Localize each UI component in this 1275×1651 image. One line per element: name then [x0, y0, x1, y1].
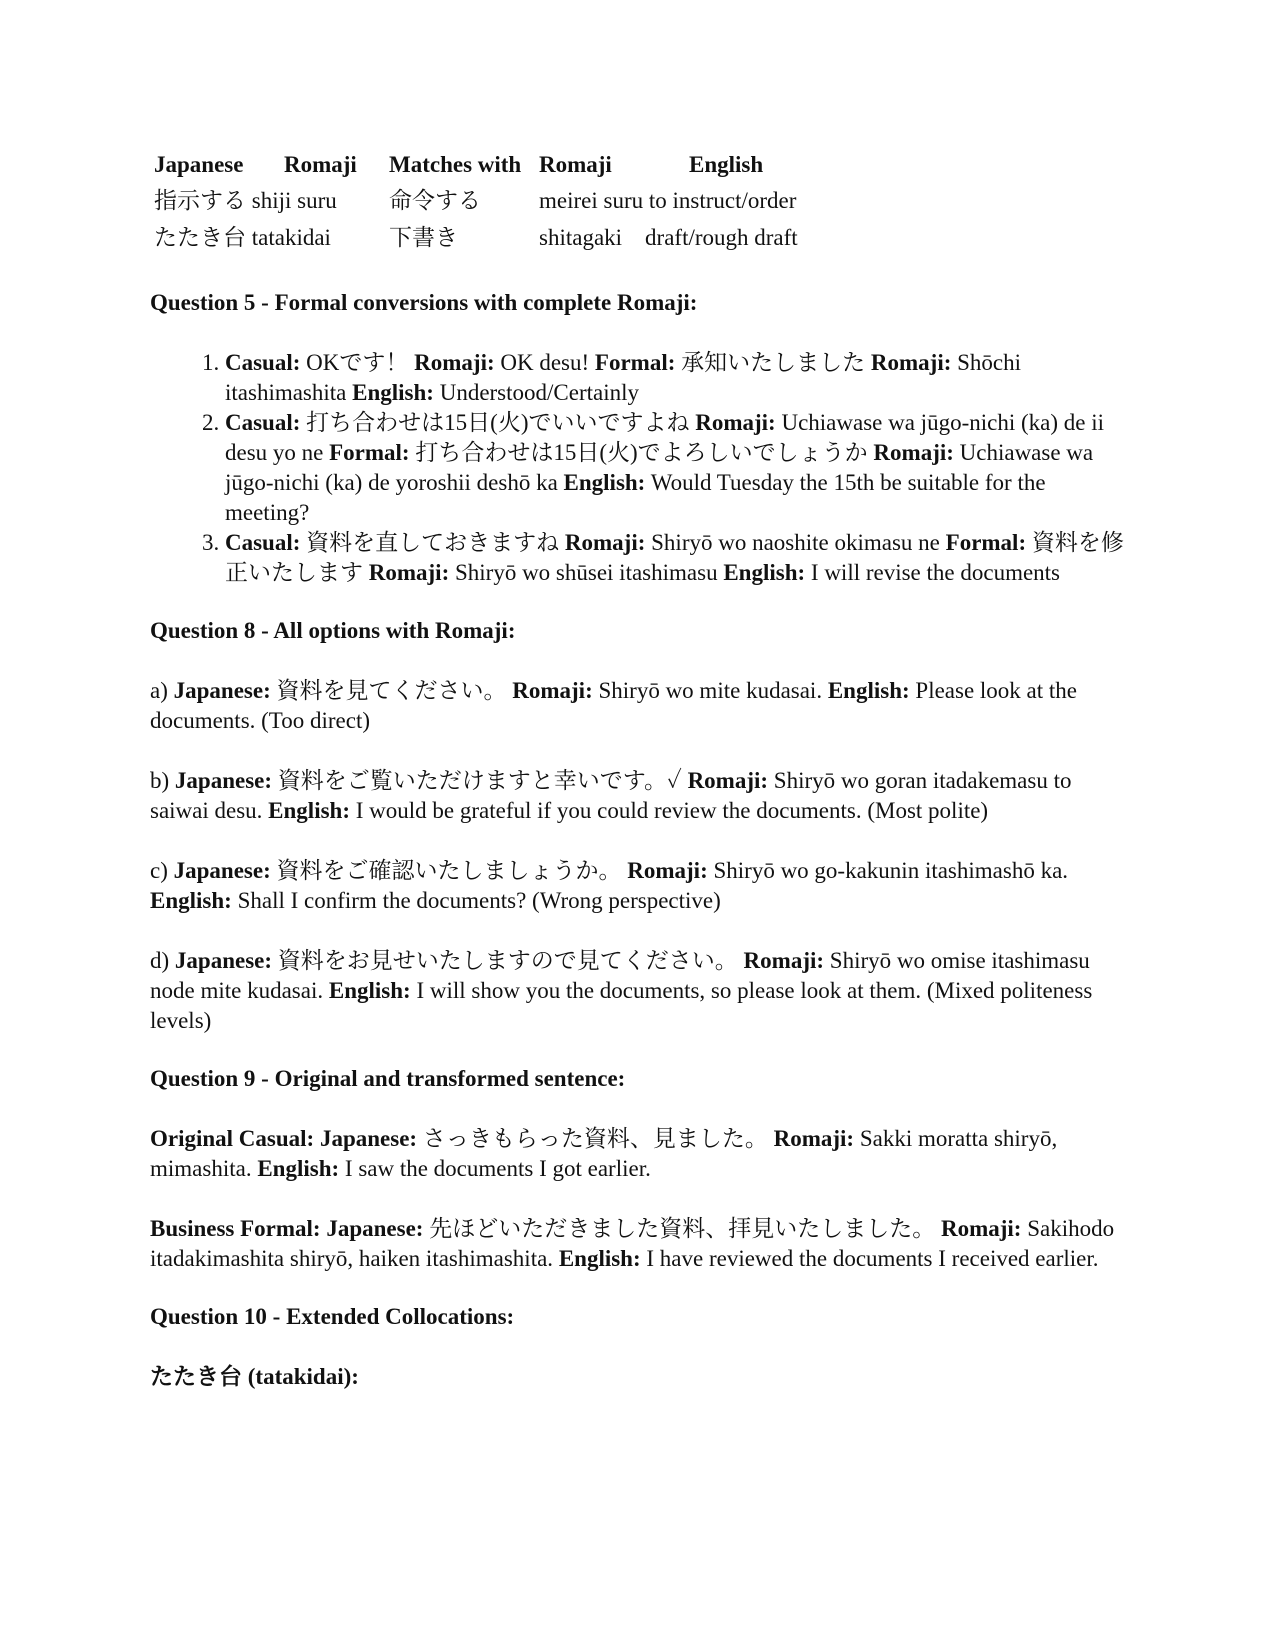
- option-letter: a): [150, 678, 168, 703]
- cell-romaji: tatakidai: [251, 225, 331, 250]
- formal-label: Formal:: [945, 530, 1027, 555]
- q9-original: [150, 1124, 1125, 1184]
- table-row: [154, 186, 798, 223]
- q10-heading: Question 10 - Extended Collocations:: [150, 1304, 515, 1329]
- col-header-match-romaji: Romaji: [539, 152, 612, 177]
- option-english: I will show you the documents, so please look at them. (Mixed politeness levels): [150, 978, 1093, 1033]
- q5-list: [150, 348, 1125, 588]
- formal-label: Formal:: [594, 350, 676, 375]
- formal-japanese: 打ち合わせは15日(火)でよろしいでしょうか: [415, 440, 868, 465]
- option-romaji: Shiryō wo go-kakunin itashimashō ka.: [713, 858, 1069, 883]
- english-label: English:: [150, 888, 232, 913]
- casual-japanese: 資料を直しておきますね: [306, 530, 560, 555]
- table-row: [154, 223, 798, 260]
- table-cell-match-detail: [539, 223, 798, 260]
- option-romaji: Shiryō wo mite kudasai.: [598, 678, 823, 703]
- english-label: English:: [257, 1156, 340, 1181]
- option-b: [150, 766, 1125, 826]
- formal-romaji: Uchiawase wa jūgo-nichi (ka) de yoroshii deshō ka: [225, 440, 1094, 495]
- original-label: Original Casual: Japanese:: [150, 1126, 418, 1151]
- romaji-label: Romaji:: [870, 350, 952, 375]
- option-c: [150, 856, 1125, 916]
- english-label: English:: [352, 380, 434, 405]
- cell-match-romaji: shitagaki: [539, 225, 623, 250]
- option-japanese: 資料をご確認いたしましょうか。: [276, 858, 622, 883]
- japanese-label: Japanese:: [173, 858, 271, 883]
- english-label: English:: [563, 470, 646, 495]
- table-cell-match-detail: [539, 186, 798, 223]
- romaji-label: Romaji:: [873, 440, 954, 465]
- cell-english: to instruct/order: [648, 188, 797, 213]
- option-japanese: 資料をご覧いただけますと幸いです。: [277, 768, 667, 793]
- option-letter: c): [150, 858, 168, 883]
- romaji-label: Romaji:: [940, 1216, 1022, 1241]
- cell-match-romaji: meirei suru: [539, 188, 644, 213]
- casual-romaji: OK desu!: [500, 350, 590, 375]
- formal-romaji: Sakihodo itadakimashita shiryō, haiken itashimashita.: [150, 1216, 1115, 1271]
- casual-label: Casual:: [225, 350, 301, 375]
- japanese-label: Japanese:: [173, 678, 271, 703]
- romaji-label: Romaji:: [564, 530, 646, 555]
- option-a: [150, 676, 1125, 736]
- q10-subheading: たたき台 (tatakidai):: [150, 1364, 359, 1389]
- formal-japanese: 先ほどいただきました資料、拝見いたしました。: [429, 1216, 936, 1241]
- original-english: I saw the documents I got earlier.: [344, 1156, 651, 1181]
- option-romaji: Shiryō wo omise itashimasu node mite kudasai.: [150, 948, 1090, 1003]
- english-text: Understood/Certainly: [439, 380, 639, 405]
- english-label: English:: [328, 978, 411, 1003]
- cell-english: draft/rough draft: [645, 225, 798, 250]
- japanese-label: Japanese:: [174, 768, 273, 793]
- romaji-label: Romaji:: [695, 410, 776, 435]
- romaji-label: Romaji:: [773, 1126, 855, 1151]
- english-label: English:: [827, 678, 910, 703]
- casual-label: Casual:: [225, 530, 301, 555]
- q8-heading: Question 8 - All options with Romaji:: [150, 618, 516, 643]
- table-cell-term: [154, 186, 389, 223]
- casual-romaji: Uchiawase wa jūgo-nichi (ka) de ii desu yo ne: [225, 410, 1104, 465]
- romaji-label: Romaji:: [687, 768, 769, 793]
- casual-label: Casual:: [225, 410, 301, 435]
- formal-english: I have reviewed the documents I received earlier.: [646, 1246, 1099, 1271]
- cell-japanese: たたき台: [154, 225, 246, 250]
- col-header-matches-with: Matches with: [389, 152, 522, 177]
- formal-romaji: Shōchi itashimashita: [225, 350, 1022, 405]
- vocab-table: [154, 150, 798, 260]
- romaji-label: Romaji:: [368, 560, 450, 585]
- cell-match: 下書き: [389, 225, 458, 250]
- document-page: [150, 150, 1125, 1392]
- formal-label: Formal:: [329, 440, 410, 465]
- option-english: Please look at the documents. (Too direct): [150, 678, 1078, 733]
- list-item: [225, 528, 1125, 588]
- q9-heading: Question 9 - Original and transformed sentence:: [150, 1066, 626, 1091]
- col-header-romaji: Romaji: [284, 152, 357, 177]
- q5-heading: Question 5 - Formal conversions with complete Romaji:: [150, 290, 698, 315]
- cell-match: 命令する: [389, 188, 481, 213]
- option-japanese: 資料を見てください。: [276, 678, 507, 703]
- casual-japanese: OKです！: [306, 350, 409, 375]
- original-romaji: Sakki moratta shiryō, mimashita.: [150, 1126, 1058, 1181]
- casual-japanese: 打ち合わせは15日(火)でいいですよね: [306, 410, 690, 435]
- table-cell-term: [154, 223, 389, 260]
- original-japanese: さっきもらった資料、見ました。: [422, 1126, 768, 1151]
- option-japanese: 資料をお見せいたしますので見てください。: [277, 948, 738, 973]
- formal-japanese: 資料を修正いたします: [225, 530, 1124, 585]
- option-romaji: Shiryō wo goran itadakemasu to saiwai desu.: [150, 768, 1072, 823]
- formal-japanese: 承知いたしました: [681, 350, 866, 375]
- english-text: I will revise the documents: [810, 560, 1061, 585]
- option-english: I would be grateful if you could review the documents. (Most polite): [355, 798, 989, 823]
- col-header-japanese: Japanese: [154, 152, 244, 177]
- cell-romaji: shiji suru: [251, 188, 337, 213]
- option-letter: d): [150, 948, 170, 973]
- english-label: English:: [723, 560, 806, 585]
- japanese-label: Japanese:: [174, 948, 273, 973]
- romaji-label: Romaji:: [512, 678, 593, 703]
- list-item: [225, 408, 1125, 528]
- romaji-label: Romaji:: [743, 948, 825, 973]
- list-item: [225, 348, 1125, 408]
- formal-label: Business Formal: Japanese:: [150, 1216, 424, 1241]
- option-letter: b): [150, 768, 170, 793]
- q9-formal: [150, 1214, 1125, 1274]
- romaji-label: Romaji:: [627, 858, 708, 883]
- english-label: English:: [558, 1246, 641, 1271]
- option-english: Shall I confirm the documents? (Wrong perspective): [237, 888, 721, 913]
- casual-romaji: Shiryō wo naoshite okimasu ne: [651, 530, 940, 555]
- english-label: English:: [268, 798, 350, 823]
- formal-romaji: Shiryō wo shūsei itashimasu: [454, 560, 718, 585]
- romaji-label: Romaji:: [414, 350, 495, 375]
- cell-japanese: 指示する: [154, 188, 246, 213]
- vocab-table-header-row: [154, 150, 798, 186]
- english-text: Would Tuesday the 15th be suitable for the meeting?: [225, 470, 1046, 525]
- option-d: [150, 946, 1125, 1036]
- check-mark-icon: ✓: [666, 768, 682, 793]
- col-header-english: English: [689, 152, 764, 177]
